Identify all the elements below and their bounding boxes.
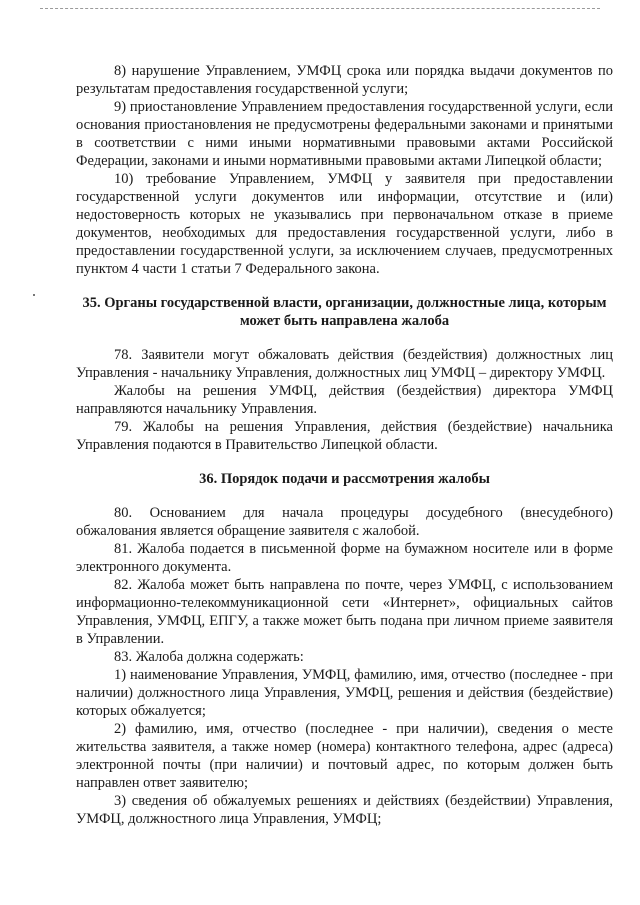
section-heading-35: 35. Органы государственной власти, организации, должностные лица, которым может быть направлена жалоба	[82, 295, 607, 329]
scan-top-rule	[40, 8, 600, 9]
paragraph-83-item-1: 1) наименование Управления, УМФЦ, фамилию, имя, отчество (последнее - при наличии) должностного лица Управления, УМФЦ, решения и действия (бездействие) которых обжалуется;	[76, 667, 613, 719]
paragraph-80: 80. Основанием для начала процедуры досудебного (внесудебного) обжалования является обращение заявителя с жалобой.	[76, 505, 613, 539]
scan-artifact	[33, 294, 35, 296]
paragraph-item-10: 10) требование Управлением, УМФЦ у заявителя при предоставлении государственной услуги документов или информации, отсутствие и (или) недостоверность которых не указывались при первоначальном отказе в приеме документов, необходимых для предоставления государственной услуги, либо в предоставлении государственной услуги, за исключением случаев, предусмотренных пунктом 4 части 1 статьи 7 Федерального закона.	[76, 171, 613, 277]
paragraph-82: 82. Жалоба может быть направлена по почте, через УМФЦ, с использованием информационно-телекоммуникационной сети «Интернет», официальных сайтов Управления, УМФЦ, ЕПГУ, а также может быть подана при личном приеме заявителя в Управлении.	[76, 577, 613, 647]
paragraph-81: 81. Жалоба подается в письменной форме на бумажном носителе или в форме электронного документа.	[76, 541, 613, 575]
paragraph-83-item-3: 3) сведения об обжалуемых решениях и действиях (бездействии) Управления, УМФЦ, должностного лица Управления, УМФЦ;	[76, 793, 613, 827]
paragraph-83-item-2: 2) фамилию, имя, отчество (последнее - при наличии), сведения о месте жительства заявителя, а также номер (номера) контактного телефона, адрес (адреса) электронной почты (при наличии) и почтовый адрес, по которым должен быть направлен ответ заявителю;	[76, 721, 613, 791]
paragraph-item-8: 8) нарушение Управлением, УМФЦ срока или порядка выдачи документов по результатам предоставления государственной услуги;	[76, 63, 613, 97]
paragraph-78: 78. Заявители могут обжаловать действия (бездействия) должностных лиц Управления - начальнику Управления, должностных лиц УМФЦ – директору УМФЦ.	[76, 347, 613, 381]
section-heading-36: 36. Порядок подачи и рассмотрения жалобы	[199, 471, 490, 487]
paragraph-83: 83. Жалоба должна содержать:	[114, 649, 304, 665]
paragraph-79: 79. Жалобы на решения Управления, действия (бездействие) начальника Управления подаются в Правительство Липецкой области.	[76, 419, 613, 453]
paragraph-item-9: 9) приостановление Управлением предоставления государственной услуги, если основания приостановления не предусмотрены федеральными законами и принятыми в соответствии с ними иными нормативными правовыми актами Российской Федерации, законами и иными нормативными правовыми актами Липецкой области;	[76, 99, 613, 169]
document-page	[76, 62, 613, 828]
paragraph-78-complaints: Жалобы на решения УМФЦ, действия (бездействия) директора УМФЦ направляются начальнику Управления.	[76, 383, 613, 417]
